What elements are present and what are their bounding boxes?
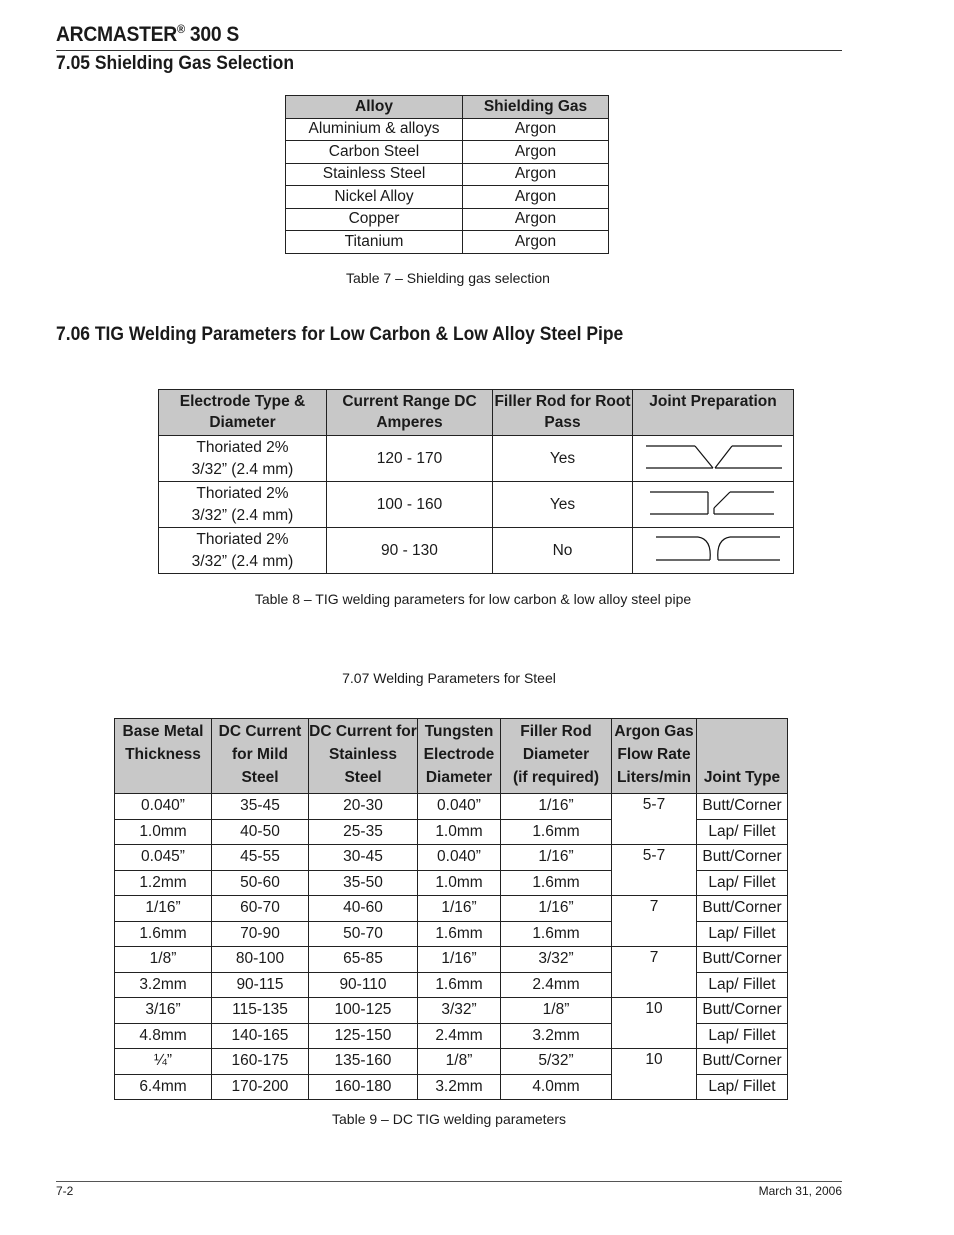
tig-pipe-parameters-table	[158, 389, 794, 574]
mild-steel-current-cell: 140-165	[212, 1023, 309, 1049]
t8-header-current: Current Range DC Amperes	[327, 390, 493, 436]
argon-flow-cell: 10	[612, 1049, 697, 1100]
table-row	[115, 845, 788, 871]
table-row	[115, 794, 788, 820]
gas-cell: Argon	[463, 231, 609, 254]
filler-rod-cell: 5/32”	[501, 1049, 612, 1075]
section-705-title: 7.05 Shielding Gas Selection	[56, 53, 295, 74]
tungsten-cell: 1/16”	[418, 947, 501, 973]
stainless-current-cell: 160-180	[309, 1074, 418, 1100]
steel-welding-parameters-table	[114, 718, 788, 1100]
t9-header-thickness: Base Metal Thickness	[115, 719, 212, 794]
argon-flow-cell: 7	[612, 947, 697, 998]
tungsten-cell: 2.4mm	[418, 1023, 501, 1049]
stainless-current-cell: 135-160	[309, 1049, 418, 1075]
filler-rod-cell: 3/32”	[501, 947, 612, 973]
electrode-diameter: 3/32” (2.4 mm)	[191, 506, 294, 524]
v-groove-joint-icon	[640, 459, 786, 476]
bevel-joint-icon	[640, 505, 786, 522]
gas-cell: Argon	[463, 141, 609, 164]
manual-brand-title: ARCMASTER® 300 S	[56, 22, 240, 46]
thickness-cell: 3.2mm	[115, 972, 212, 998]
table-row	[159, 528, 794, 574]
electrode-cell	[159, 528, 327, 574]
tungsten-cell: 3/32”	[418, 998, 501, 1024]
header-rule	[56, 50, 842, 51]
stainless-current-cell: 65-85	[309, 947, 418, 973]
argon-flow-cell: 5-7	[612, 845, 697, 896]
filler-rod-cell: 1.6mm	[501, 819, 612, 845]
joint-type-cell: Butt/Corner	[697, 947, 788, 973]
alloy-cell: Copper	[286, 208, 463, 231]
alloy-cell: Carbon Steel	[286, 141, 463, 164]
gas-cell: Argon	[463, 118, 609, 141]
electrode-type: Thoriated 2%	[196, 530, 289, 548]
table-row	[159, 482, 794, 528]
shielding-gas-table	[285, 95, 609, 254]
mild-steel-current-cell: 80-100	[212, 947, 309, 973]
joint-type-cell: Lap/ Fillet	[697, 819, 788, 845]
thickness-cell: ¼”	[115, 1049, 212, 1075]
t9-header-joint-type: Joint Type	[697, 719, 788, 794]
joint-preparation-cell	[633, 528, 794, 574]
tungsten-cell: 1/8”	[418, 1049, 501, 1075]
thickness-cell: 1.0mm	[115, 819, 212, 845]
t9-header-tungsten: Tungsten Electrode Diameter	[418, 719, 501, 794]
table-row	[115, 896, 788, 922]
electrode-diameter: 3/32” (2.4 mm)	[191, 460, 294, 478]
stainless-current-cell: 125-150	[309, 1023, 418, 1049]
filler-rod-cell: 3.2mm	[501, 1023, 612, 1049]
table-row	[286, 163, 609, 186]
current-range-cell: 90 - 130	[327, 528, 493, 574]
gas-cell: Argon	[463, 163, 609, 186]
filler-rod-cell: 1/16”	[501, 794, 612, 820]
electrode-cell	[159, 436, 327, 482]
joint-type-cell: Lap/ Fillet	[697, 1074, 788, 1100]
filler-rod-cell: Yes	[493, 482, 633, 528]
mild-steel-current-cell: 115-135	[212, 998, 309, 1024]
filler-rod-cell: 1/16”	[501, 845, 612, 871]
mild-steel-current-cell: 90-115	[212, 972, 309, 998]
t9-header-mild-steel: DC Current for Mild Steel	[212, 719, 309, 794]
joint-type-cell: Lap/ Fillet	[697, 921, 788, 947]
joint-type-cell: Butt/Corner	[697, 998, 788, 1024]
table7-caption: Table 7 – Shielding gas selection	[346, 270, 550, 286]
joint-type-cell: Lap/ Fillet	[697, 870, 788, 896]
gas-cell: Argon	[463, 208, 609, 231]
t9-header-stainless: DC Current for Stainless Steel	[309, 719, 418, 794]
t9-header-argon: Argon Gas Flow Rate Liters/min	[612, 719, 697, 794]
thickness-cell: 1.2mm	[115, 870, 212, 896]
table-row	[115, 947, 788, 973]
joint-type-cell: Butt/Corner	[697, 1049, 788, 1075]
mild-steel-current-cell: 170-200	[212, 1074, 309, 1100]
tungsten-cell: 1/16”	[418, 896, 501, 922]
tungsten-cell: 1.6mm	[418, 972, 501, 998]
filler-rod-cell: 1/8”	[501, 998, 612, 1024]
joint-type-cell: Lap/ Fillet	[697, 1023, 788, 1049]
filler-rod-cell: 1.6mm	[501, 921, 612, 947]
thickness-cell: 3/16”	[115, 998, 212, 1024]
table-row	[115, 1049, 788, 1075]
u-groove-joint-icon	[640, 551, 786, 568]
t9-header-filler-rod: Filler Rod Diameter (if required)	[501, 719, 612, 794]
table9-caption: Table 9 – DC TIG welding parameters	[332, 1111, 566, 1127]
table-row	[286, 186, 609, 209]
thickness-cell: 4.8mm	[115, 1023, 212, 1049]
mild-steel-current-cell: 40-50	[212, 819, 309, 845]
tungsten-cell: 1.0mm	[418, 819, 501, 845]
tungsten-cell: 0.040”	[418, 794, 501, 820]
table-row	[286, 208, 609, 231]
thickness-cell: 0.040”	[115, 794, 212, 820]
stainless-current-cell: 100-125	[309, 998, 418, 1024]
electrode-type: Thoriated 2%	[196, 438, 289, 456]
alloy-cell: Nickel Alloy	[286, 186, 463, 209]
table-row	[286, 231, 609, 254]
tungsten-cell: 3.2mm	[418, 1074, 501, 1100]
electrode-diameter: 3/32” (2.4 mm)	[191, 552, 294, 570]
joint-type-cell: Butt/Corner	[697, 896, 788, 922]
mild-steel-current-cell: 35-45	[212, 794, 309, 820]
filler-rod-cell: 1.6mm	[501, 870, 612, 896]
thickness-cell: 1/8”	[115, 947, 212, 973]
stainless-current-cell: 30-45	[309, 845, 418, 871]
filler-rod-cell: No	[493, 528, 633, 574]
revision-date: March 31, 2006	[758, 1184, 842, 1198]
argon-flow-cell: 10	[612, 998, 697, 1049]
argon-flow-cell: 7	[612, 896, 697, 947]
tungsten-cell: 1.0mm	[418, 870, 501, 896]
thickness-cell: 0.045”	[115, 845, 212, 871]
table-row	[286, 118, 609, 141]
table-row	[159, 436, 794, 482]
section-707-title: 7.07 Welding Parameters for Steel	[342, 670, 556, 686]
mild-steel-current-cell: 60-70	[212, 896, 309, 922]
alloy-cell: Aluminium & alloys	[286, 118, 463, 141]
thickness-cell: 1/16”	[115, 896, 212, 922]
alloy-cell: Stainless Steel	[286, 163, 463, 186]
joint-preparation-cell	[633, 436, 794, 482]
joint-type-cell: Lap/ Fillet	[697, 972, 788, 998]
current-range-cell: 100 - 160	[327, 482, 493, 528]
stainless-current-cell: 50-70	[309, 921, 418, 947]
footer-rule	[56, 1181, 842, 1182]
current-range-cell: 120 - 170	[327, 436, 493, 482]
table-row	[286, 141, 609, 164]
thickness-cell: 1.6mm	[115, 921, 212, 947]
joint-type-cell: Butt/Corner	[697, 845, 788, 871]
t8-header-electrode: Electrode Type & Diameter	[159, 390, 327, 436]
filler-rod-cell: 2.4mm	[501, 972, 612, 998]
table-row	[115, 998, 788, 1024]
alloy-cell: Titanium	[286, 231, 463, 254]
table8-caption: Table 8 – TIG welding parameters for low carbon & low alloy steel pipe	[254, 591, 692, 607]
stainless-current-cell: 20-30	[309, 794, 418, 820]
tungsten-cell: 1.6mm	[418, 921, 501, 947]
section-706-title: 7.06 TIG Welding Parameters for Low Carbon & Low Alloy Steel Pipe	[56, 324, 624, 345]
tungsten-cell: 0.040”	[418, 845, 501, 871]
argon-flow-cell: 5-7	[612, 794, 697, 845]
electrode-type: Thoriated 2%	[196, 484, 289, 502]
page-number: 7-2	[56, 1184, 74, 1198]
t8-header-filler: Filler Rod for Root Pass	[493, 390, 633, 436]
electrode-cell	[159, 482, 327, 528]
t8-header-joint: Joint Preparation	[633, 390, 794, 436]
filler-rod-cell: 4.0mm	[501, 1074, 612, 1100]
mild-steel-current-cell: 50-60	[212, 870, 309, 896]
stainless-current-cell: 90-110	[309, 972, 418, 998]
filler-rod-cell: Yes	[493, 436, 633, 482]
stainless-current-cell: 25-35	[309, 819, 418, 845]
gas-cell: Argon	[463, 186, 609, 209]
mild-steel-current-cell: 45-55	[212, 845, 309, 871]
mild-steel-current-cell: 160-175	[212, 1049, 309, 1075]
stainless-current-cell: 35-50	[309, 870, 418, 896]
stainless-current-cell: 40-60	[309, 896, 418, 922]
mild-steel-current-cell: 70-90	[212, 921, 309, 947]
thickness-cell: 6.4mm	[115, 1074, 212, 1100]
t7-header-alloy: Alloy	[286, 96, 463, 119]
filler-rod-cell: 1/16”	[501, 896, 612, 922]
joint-type-cell: Butt/Corner	[697, 794, 788, 820]
t7-header-gas: Shielding Gas	[463, 96, 609, 119]
joint-preparation-cell	[633, 482, 794, 528]
